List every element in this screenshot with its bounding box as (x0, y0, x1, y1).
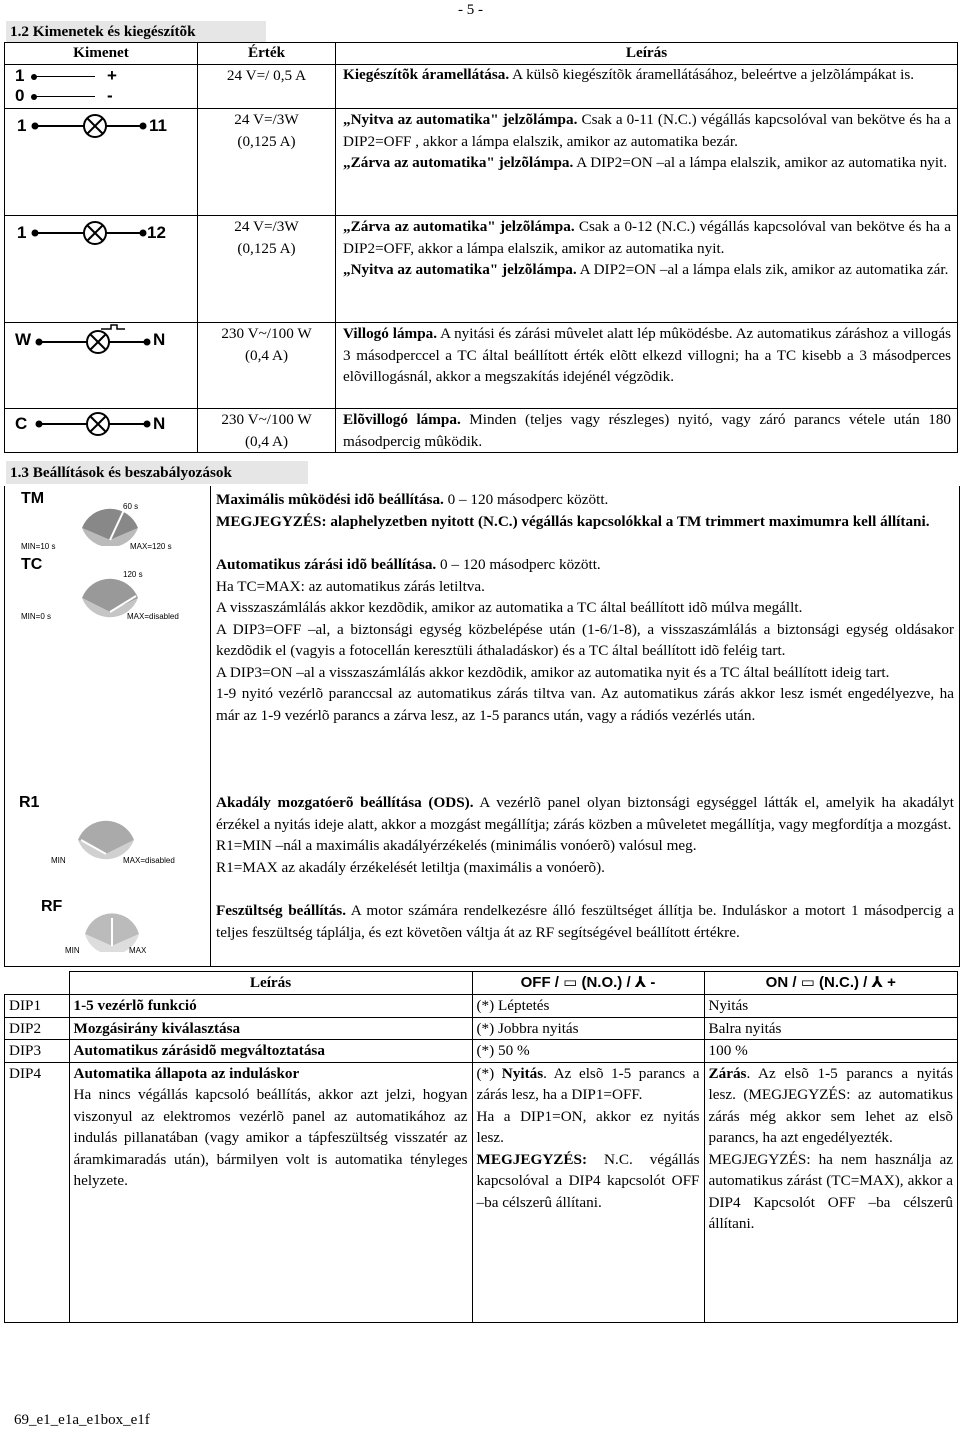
table-row (5, 1040, 958, 1063)
dip-header-description: Leírás (69, 972, 472, 995)
tc-trimmer: TC 120 s MIN=0 s MAX=disabled (21, 556, 179, 621)
tm-description: Maximális mûködési idõ beállítása. 0 – 120 másodperc között. MEGJEGYZÉS: alaphelyzetben nyitott (N.C.) végállás kapcsolókkal a TM trimmert maximumra kell állítani. (216, 489, 954, 532)
output-title: Kiegészítõk áramellátása. (343, 66, 510, 83)
output-title: „Zárva az automatika" jelzõlámpa. (343, 154, 574, 171)
header-description: Leírás (336, 43, 958, 65)
terminal-symbol-pre-flashing-lamp: C N (5, 409, 197, 449)
table-row (5, 109, 958, 216)
dip-off-value: (*) Jobbra nyitás (472, 1017, 704, 1040)
dip-header-on: ON / ▭ (N.C.) / ⅄ + (704, 972, 958, 995)
rf-description: Feszültség beállítás. A motor számára rendelkezésre álló feszültséget állítja be. Induláskor a motort 1 másodpercig a teljes feszültség táplálja, és ezt követõen váltja át az RF segítségével beállított értékre. (216, 902, 955, 941)
dip-id: DIP1 (5, 995, 70, 1018)
output-description: Minden (teljes vagy részleges) nyitó, vagy záró parancs vétele után 180 másodpercig mûködik. (343, 411, 952, 450)
output-title: Villogó lámpa. (343, 325, 438, 342)
output-value: 230 V~/100 W (221, 325, 312, 342)
dip-description-detail: Ha nincs végállás kapcsoló beállítás, akkor azt jelzi, hogyan viszonyul az elektromos vezérlõ panel az automatikához az indulás pillanatában (vagy amikor a tápfeszültség visszatér az áramkimaradás után), bármilyen volt is automatika tényleges helyzete. (73, 1086, 468, 1189)
output-current: (0,125 A) (237, 239, 296, 257)
section-title-outputs: 1.2 Kimenetek és kiegészítõk (6, 21, 266, 42)
dip-description: 1-5 vezérlõ funkció (69, 995, 472, 1018)
output-value: 24 V=/ 0,5 A (226, 67, 307, 84)
header-value: Érték (198, 43, 336, 65)
terminal-symbol-lamp-11: 1 11 (5, 109, 197, 149)
output-title: Elõvillogó lámpa. (343, 411, 461, 428)
page-number: - 5 - (458, 2, 483, 18)
output-description: A DIP2=ON –al a lámpa elals zik, amikor az automatika zár. (576, 261, 949, 278)
dip-on-value: Nyitás (704, 995, 958, 1018)
tm-note: MEGJEGYZÉS: alaphelyzetben nyitott (N.C.) végállás kapcsolókkal a TM trimmert maximumra kell állítani. (216, 512, 930, 530)
output-current: (0,125 A) (237, 132, 296, 150)
document-footer: 69_e1_e1a_e1box_e1f (14, 1412, 150, 1428)
dip-switch-table (4, 971, 958, 1323)
output-value: 230 V~/100 W (221, 411, 312, 428)
settings-panel (4, 486, 960, 967)
table-row (5, 323, 958, 409)
terminal-symbol-lamp-12: 1 12 (5, 216, 197, 256)
table-row: DIP4 Automatika állapota az induláskor Ha nincs végállás kapcsoló beállítás, akkor azt jelzi, hogyan viszonyul az elektromos vezérlõ panel az automatikához az indulás pillanatában (vagy amikor a tápfeszültség visszatér az áramkimaradás után), bármilyen volt is automatika tényleges helyzete. (*) Nyitás. Az elsõ 1-5 parancs a zárás lesz, ha a DIP1=OFF. Ha a DIP1=ON, akkor ez nyitás lesz. MEGJEGYZÉS: N.C. végállás kapcsolóval a DIP4 kapcsolót OFF –ba célszerû állítani. Zárás. Az elsõ 1-5 parancs a nyitás lesz. (MEGJEGYZÉS: az automatikus zárás még akkor sem lehet az elsõ parancs, ha azt engedélyezték. MEGJEGYZÉS: ha nem használja az automatikus zárást (TC=MAX), akkor a DIP4 Kapcsolót OFF –ba célszerû állítani. (5, 1062, 958, 1322)
section-title-settings: 1.3 Beállítások és beszabályozások (6, 461, 308, 484)
r1-description: Akadály mozgatóerõ beállítása (ODS). A vezérlõ panel olyan biztonsági egységgel látták el, amelyik ha akadályt érzékel a nyitás ideje alatt, akkor a mozgást megállítja; zárás közben a mûveletet megállítja, vagy megfordítja a mozgást. R1=MIN –nál a maximális akadályérzékelés (minimális vonóerõ) valósul meg. R1=MAX az akadály érzékelését letiltja (maximális a vonóerõ). (216, 794, 954, 876)
dip-on-value: Balra nyitás (704, 1017, 958, 1040)
terminal-symbol-flashing-lamp: W N (5, 323, 197, 363)
output-current: (0,4 A) (244, 432, 289, 450)
output-description: Csak a 0-11 (N.C.) végállás kapcsolóval van bekötve és ha a DIP2=OFF , akkor a lámpa elalszik, amikor az automatika bezár. (343, 111, 952, 150)
tc-description: Automatikus zárási idõ beállítása. 0 – 120 másodperc között. Ha TC=MAX: az automatikus zárás letiltva. A visszaszámlálás akkor kezdõdik, amikor az automatika a TC által beállított idõ múlva megállt. A DIP3=OFF –al, a biztonsági egység közbelépése után (1-6/1-8), a visszaszámlálás a biztonsági egység oldásakor kezdõdik el (vagyis a fotocellán keresztüli áthaladáskor) és a TC által beállított idõ feléig tart. A DIP3=ON –al a visszaszámlálás akkor kezdõdik, amikor az automatika nyit és a TC által beállított ideig tart. 1-9 nyitó vezérlõ paranccsal az automatikus zárás tiltva van. Az automatikus zárás akkor lesz ismét engedélyezve, ha már az 1-9 vezérlõ parancs a zárva lesz, az 1-5 parancs után, vagy a rádiós vezérlés után. (216, 556, 954, 724)
lamp-icon (31, 113, 161, 139)
dip-description: Automatika állapota az induláskor (73, 1064, 300, 1082)
output-title: „Nyitva az automatika" jelzõlámpa. (343, 261, 577, 278)
output-title: „Nyitva az automatika" jelzõlámpa. (343, 111, 578, 128)
table-row (5, 1017, 958, 1040)
flashing-lamp-icon (35, 323, 155, 355)
header-output: Kimenet (5, 43, 198, 65)
lamp-icon (31, 220, 161, 246)
dip-id: DIP4 (5, 1062, 70, 1322)
r1-trimmer: R1 MIN MAX=disabled (19, 794, 175, 865)
terminal-symbol-power: 1 + 0 - (15, 66, 117, 105)
tm-trimmer: TM 60 s MIN=10 s MAX=120 s (21, 490, 172, 551)
output-value: 24 V=/3W (234, 111, 299, 128)
dip-id: DIP3 (5, 1040, 70, 1063)
dip-description: Automatikus zárásidõ megváltoztatása (69, 1040, 472, 1063)
dip-off-value: (*) Léptetés (472, 995, 704, 1018)
output-description: A DIP2=ON –al a lámpa elalszik, amikor az automatika nyit. (573, 154, 948, 171)
rf-trimmer: RF MIN MAX (41, 898, 147, 955)
table-row (5, 216, 958, 323)
output-title: „Zárva az automatika" jelzõlámpa. (343, 218, 575, 235)
dip-description: Mozgásirány kiválasztása (69, 1017, 472, 1040)
table-row (5, 409, 958, 453)
output-current: (0,4 A) (244, 346, 289, 364)
dip-header-off: OFF / ▭ (N.O.) / ⅄ - (472, 972, 704, 995)
trimmer-column (5, 486, 211, 966)
output-description: A nyitási és zárási mûvelet alatt lép mûködésbe. Az automatikus záráshoz a villogás 3 másodperccel a TC által beállított érték elõtt elkezd villogni; ha a TC kisebb a 3 másodperces elõvillogásnál, akkor a megszakítás idejénél végzõdik. (343, 325, 951, 385)
output-value: 24 V=/3W (234, 218, 299, 235)
outputs-table (4, 42, 958, 453)
table-row (5, 995, 958, 1018)
lamp-icon (35, 411, 155, 437)
table-row (5, 65, 958, 109)
output-description: Csak a 0-12 (N.C.) végállás kapcsolóval van bekötve és ha a DIP2=OFF, akkor a lámpa elalszik, amikor az automatika nyit. (343, 218, 951, 257)
dip-on-value: 100 % (704, 1040, 958, 1063)
dip-id: DIP2 (5, 1017, 70, 1040)
dip-off-value: (*) 50 % (472, 1040, 704, 1063)
output-description: A külsõ kiegészítõk áramellátásához, beleértve a jelzõlámpákat is. (509, 66, 915, 83)
